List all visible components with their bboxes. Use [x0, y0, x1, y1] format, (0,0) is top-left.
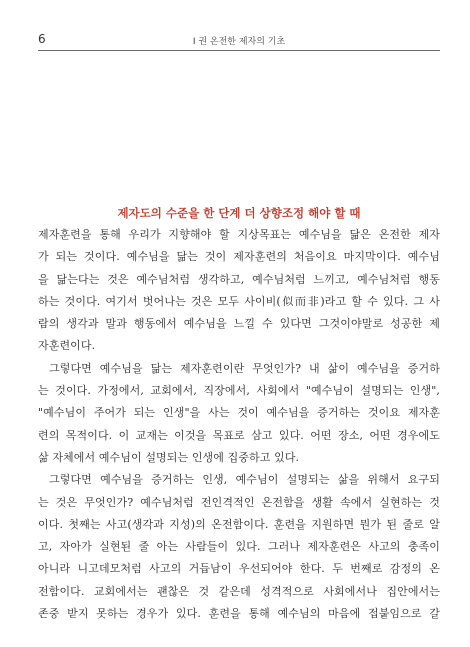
text-line: 존중 받지 못하는 경우가 있다. 훈련을 통해 예수님의 마음에 접붙임으로 갈	[38, 607, 440, 621]
text-line: 는 것이다. 가정에서, 교회에서, 직장에서, 사회에서 "예수님이 설명되는 인생",	[38, 384, 440, 398]
page-header	[38, 30, 440, 51]
text-line: 그렇다면 예수님을 증거하는 인생, 예수님이 설명되는 삶을 위해서 요구되	[49, 473, 440, 487]
text-line: 아니라 니고데모처럼 사고의 거듭남이 우선되어야 한다. 두 번째로 감정의 온	[38, 562, 440, 576]
text-line: 삶 자체에서 예수님이 설명되는 인생에 집중하고 있다.	[38, 450, 300, 464]
running-head: I 권 온전한 제자의 기초	[192, 37, 286, 47]
text-line: 련의 목적이다. 이 교재는 이것을 목표로 삼고 있다. 어떤 장소, 어떤 경우에도	[38, 428, 440, 442]
text-line: 고, 자아가 실현된 줄 아는 사람들이 있다. 그러나 제자훈련은 사고의 충족이	[38, 540, 440, 554]
text-line: "예수님이 주어가 되는 인생"을 사는 것이 예수님을 증거하는 것이요 제자훈	[38, 406, 440, 420]
text-line: 는 것은 무엇인가? 예수님처럼 전인격적인 온전함을 생활 속에서 실현하는 것	[38, 495, 440, 509]
page-number: 6	[38, 32, 46, 46]
text-line: 이다. 첫째는 사고(생각과 지성)의 온전함이다. 훈련을 지원하면 뭔가 된 줄로 알	[38, 517, 440, 531]
text-line: 그렇다면 예수님을 닮는 제자훈련이란 무엇인가? 내 삶이 예수님을 증거하	[49, 361, 440, 375]
text-line: 하는 것이다. 여기서 벗어나는 것은 모두 사이비(似而非)라고 할 수 있다. 그 사	[38, 294, 440, 308]
text-line: 람의 생각과 말과 행동에서 예수님을 느낄 수 있다면 그것이야말로 성공한 제	[38, 317, 440, 331]
text-line: 을 닮는다는 것은 예수님처럼 생각하고, 예수님처럼 느끼고, 예수님처럼 행동	[38, 272, 440, 286]
text-line: 자훈련이다.	[38, 339, 96, 353]
body-text	[38, 224, 440, 625]
text-line: 전함이다. 교회에서는 괜찮은 것 같은데 성격적으로 사회에서나 집안에서는	[38, 584, 440, 598]
section-title: 제자도의 수준을 한 단계 더 상향조정 해야 할 때	[117, 206, 361, 220]
text-line: 가 되는 것이다. 예수님을 닮는 것이 제자훈련의 처음이요 마지막이다. 예수님	[38, 250, 440, 264]
text-line: 제자훈련을 통해 우리가 지향해야 할 지상목표는 예수님을 닮은 온전한 제자	[38, 228, 440, 241]
